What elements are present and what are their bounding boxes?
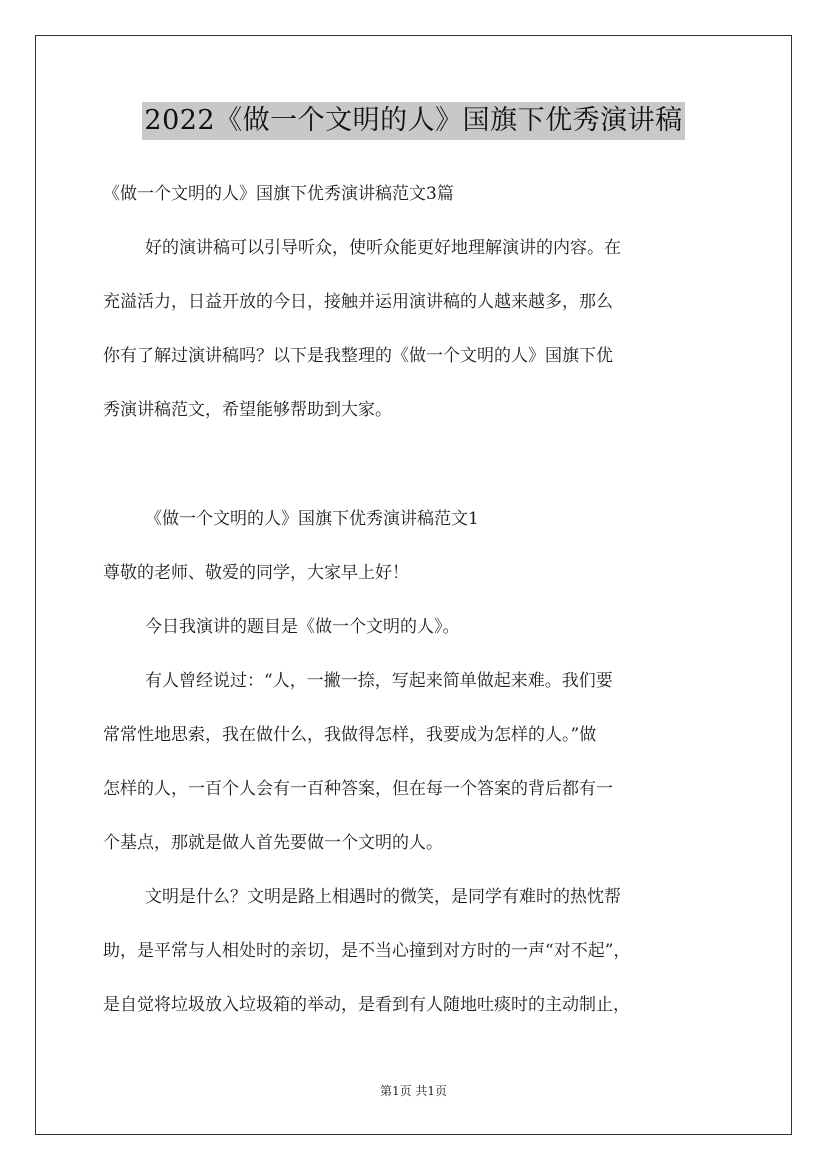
greeting-line: 尊敬的老师、敬爱的同学，大家早上好！: [103, 563, 409, 583]
title-container: [0, 102, 827, 140]
topic-line: 今日我演讲的题目是《做一个文明的人》。: [145, 617, 460, 637]
intro-paragraph-line: 秀演讲稿范文，希望能够帮助到大家。: [103, 400, 392, 420]
subtitle-line: 《做一个文明的人》国旗下优秀演讲稿范文3篇: [103, 184, 454, 204]
intro-paragraph-line: 你有了解过演讲稿吗？以下是我整理的《做一个文明的人》国旗下优: [103, 346, 613, 366]
page-footer: 第1页 共1页: [379, 1084, 448, 1098]
intro-paragraph-line: 好的演讲稿可以引导听众，使听众能更好地理解演讲的内容。在: [145, 238, 621, 258]
body-paragraph-line: 常常性地思索，我在做什么，我做得怎样，我要成为怎样的人。”做: [103, 725, 597, 745]
body-paragraph-line: 助，是平常与人相处时的亲切，是不当心撞到对方时的一声“对不起”，: [103, 941, 631, 961]
body-paragraph-line: 有人曾经说过：“人，一撇一捺，写起来简单做起来难。我们要: [145, 671, 613, 691]
body-paragraph-line: 文明是什么？文明是路上相遇时的微笑，是同学有难时的热忱帮: [145, 887, 621, 907]
document-title: 2022《做一个文明的人》国旗下优秀演讲稿: [142, 102, 684, 140]
section-heading: 《做一个文明的人》国旗下优秀演讲稿范文1: [145, 509, 479, 529]
body-paragraph-line: 是自觉将垃圾放入垃圾箱的举动，是看到有人随地吐痰时的主动制止，: [103, 995, 630, 1015]
body-paragraph-line: 怎样的人，一百个人会有一百种答案，但在每一个答案的背后都有一: [103, 779, 613, 799]
body-paragraph-line: 个基点，那就是做人首先要做一个文明的人。: [103, 833, 443, 853]
intro-paragraph-line: 充溢活力，日益开放的今日，接触并运用演讲稿的人越来越多，那么: [103, 292, 613, 312]
